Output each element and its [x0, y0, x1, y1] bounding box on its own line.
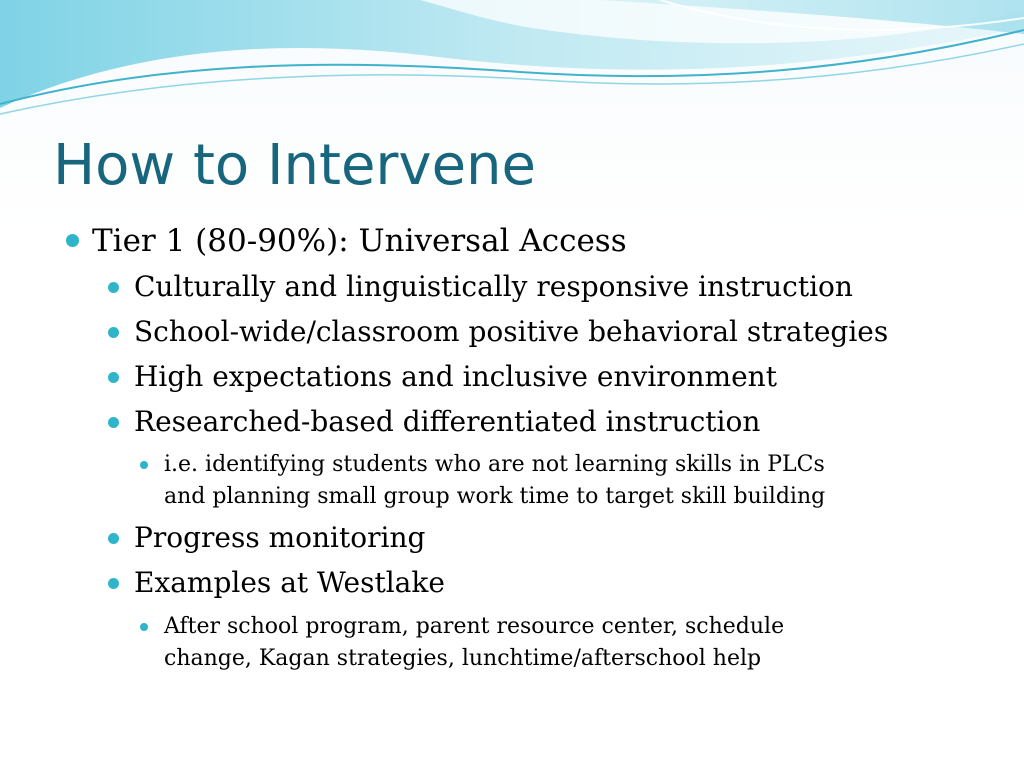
- tier1-item-progress: Progress monitoring: [134, 521, 426, 554]
- tier1-item-differentiated: Researched-based differentiated instruction: [134, 405, 761, 438]
- bullet-dot-icon: [108, 417, 119, 428]
- westlake-detail-line-2: change, Kagan strategies, lunchtime/afterschool help: [164, 646, 762, 671]
- tier1-item-responsive: Culturally and linguistically responsive instruction: [134, 270, 853, 303]
- bullet-dot-icon: [140, 623, 148, 631]
- tier1-item-behavioral: School-wide/classroom positive behavioral strategies: [134, 315, 889, 348]
- bullet-dot-icon: [108, 327, 119, 338]
- slide-title: How to Intervene: [53, 133, 536, 198]
- differentiated-detail-line-1: i.e. identifying students who are not learning skills in PLCs: [164, 452, 825, 477]
- westlake-detail-line-1: After school program, parent resource center, schedule: [164, 614, 785, 639]
- bullet-dot-icon: [108, 372, 119, 383]
- tier1-item-examples: Examples at Westlake: [134, 566, 445, 599]
- bullet-dot-icon: [108, 533, 119, 544]
- bullet-dot-icon: [108, 282, 119, 293]
- tier1-heading: Tier 1 (80-90%): Universal Access: [92, 223, 627, 259]
- differentiated-detail-line-2: and planning small group work time to target skill building: [164, 484, 826, 509]
- bullet-dot-icon: [108, 578, 119, 589]
- bullet-dot-icon: [66, 234, 79, 247]
- bullet-dot-icon: [140, 461, 148, 469]
- tier1-item-expectations: High expectations and inclusive environment: [134, 360, 777, 393]
